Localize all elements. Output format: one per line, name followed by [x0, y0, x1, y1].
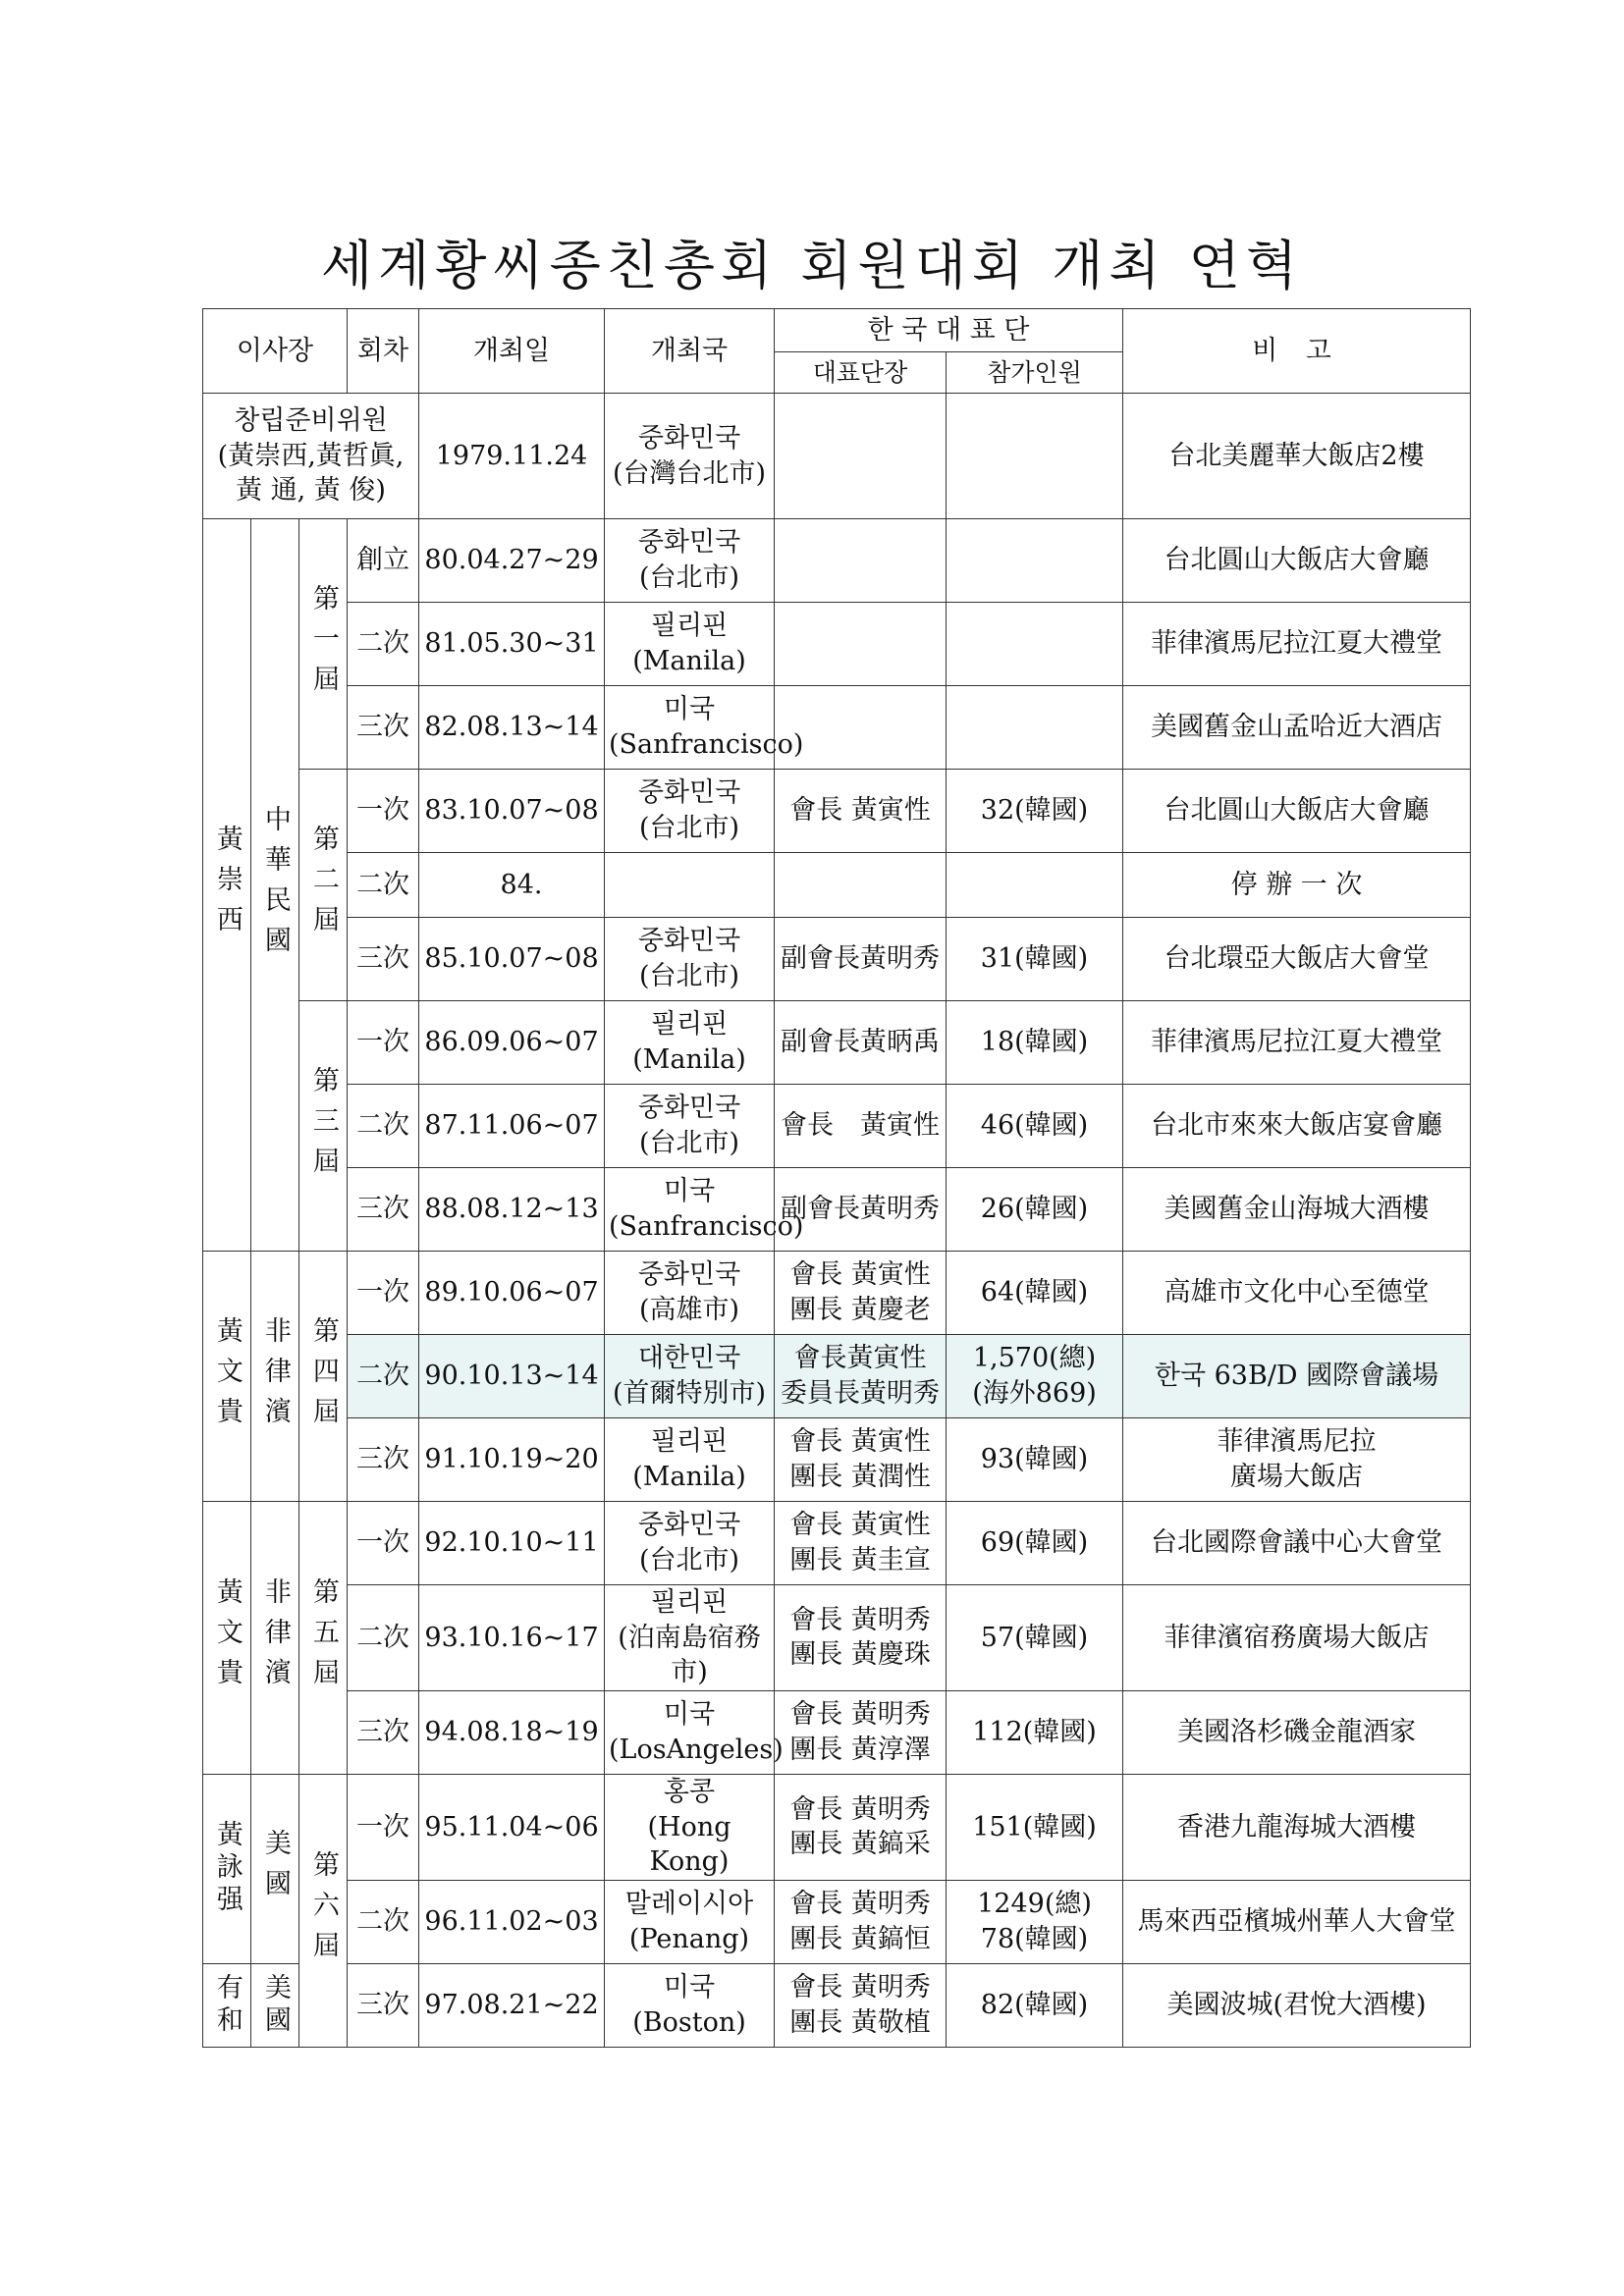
host-cell: 말레이시아 (Penang): [605, 1880, 775, 1963]
remarks-cell: 美國波城(君悅大酒樓): [1123, 1963, 1471, 2047]
date-cell: 91.10.19~20: [419, 1418, 605, 1502]
session-cell: 二次: [348, 853, 419, 918]
remarks-cell: 한국 63B/D 國際會議場: [1123, 1335, 1471, 1418]
table-row: [203, 603, 1471, 686]
term-cell: 第四屆: [299, 1252, 348, 1502]
participants-cell: [947, 519, 1123, 603]
prep-date: 1979.11.24: [419, 394, 605, 519]
delegation-head-cell: 會長黃寅性 委員長黃明秀: [775, 1335, 947, 1418]
table-row: [203, 1418, 1471, 1502]
session-cell: 一次: [348, 1252, 419, 1335]
host-cell: 중화민국 (台北市): [605, 519, 775, 603]
session-cell: 三次: [348, 686, 419, 770]
delegation-head-cell: [775, 603, 947, 686]
participants-cell: 93(韓國): [947, 1418, 1123, 1502]
table-row: [203, 1168, 1471, 1252]
header-korea-delegation: 한 국 대 표 단: [775, 309, 1123, 352]
session-cell: 二次: [348, 1585, 419, 1691]
host-cell: [605, 853, 775, 918]
session-cell: 一次: [348, 1774, 419, 1880]
host-cell: 홍콩 (Hong Kong): [605, 1774, 775, 1880]
participants-cell: 151(韓國): [947, 1774, 1123, 1880]
header-host: 개최국: [605, 309, 775, 394]
header-delegation-head: 대표단장: [775, 352, 947, 394]
table-row: [203, 519, 1471, 603]
delegation-head-cell: 會長 黃寅性: [775, 1085, 947, 1168]
date-cell: 81.05.30~31: [419, 603, 605, 686]
header-participants: 참가인원: [947, 352, 1123, 394]
history-table: [202, 308, 1471, 2048]
date-cell: 80.04.27~29: [419, 519, 605, 603]
table-row: [203, 1585, 1471, 1691]
host-cell: 중화민국 (台北市): [605, 1085, 775, 1168]
president-cell: 黃詠强: [203, 1774, 251, 1963]
date-cell: 95.11.04~06: [419, 1774, 605, 1880]
date-cell: 85.10.07~08: [419, 918, 605, 1001]
table-row: [203, 1085, 1471, 1168]
date-cell: 90.10.13~14: [419, 1335, 605, 1418]
host-cell: 미국 (Boston): [605, 1963, 775, 2047]
delegation-head-cell: 會長 黃明秀 團長 黃鎬恒: [775, 1880, 947, 1963]
remarks-cell: 台北市來來大飯店宴會廳: [1123, 1085, 1471, 1168]
date-cell: 83.10.07~08: [419, 770, 605, 853]
host-cell: 중화민국 (台北市): [605, 918, 775, 1001]
table-row: [203, 1690, 1471, 1774]
remarks-cell: 菲律濱宿務廣場大飯店: [1123, 1585, 1471, 1691]
delegation-head-cell: 會長 黃寅性: [775, 770, 947, 853]
delegation-head-cell: 會長 黃明秀 團長 黃敬植: [775, 1963, 947, 2047]
table-row: [203, 1001, 1471, 1085]
prep-participants: [947, 394, 1123, 519]
country-cell: 美國: [251, 1774, 299, 1963]
president-cell: 黃崇西: [203, 519, 251, 1252]
participants-cell: 82(韓國): [947, 1963, 1123, 2047]
host-cell: 미국 (Sanfrancisco): [605, 1168, 775, 1252]
participants-cell: 57(韓國): [947, 1585, 1123, 1691]
header-president: 이사장: [203, 309, 348, 394]
session-cell: 一次: [348, 1502, 419, 1585]
remarks-cell: 馬來西亞檳城州華人大會堂: [1123, 1880, 1471, 1963]
participants-cell: 18(韓國): [947, 1001, 1123, 1085]
remarks-cell: 香港九龍海城大酒樓: [1123, 1774, 1471, 1880]
prep-host: 중화민국 (台灣台北市): [605, 394, 775, 519]
country-cell: 美國: [251, 1963, 299, 2047]
date-cell: 86.09.06~07: [419, 1001, 605, 1085]
host-cell: 미국 (Sanfrancisco): [605, 686, 775, 770]
session-cell: 三次: [348, 918, 419, 1001]
delegation-head-cell: 會長 黃寅性 團長 黃慶老: [775, 1252, 947, 1335]
date-cell: 89.10.06~07: [419, 1252, 605, 1335]
participants-cell: [947, 853, 1123, 918]
country-cell: 中華民國: [251, 519, 299, 1252]
participants-cell: 32(韓國): [947, 770, 1123, 853]
participants-cell: 31(韓國): [947, 918, 1123, 1001]
participants-cell: 64(韓國): [947, 1252, 1123, 1335]
table-row: [203, 853, 1471, 918]
table-row: [203, 918, 1471, 1001]
president-cell: 黃文貴: [203, 1252, 251, 1502]
delegation-head-cell: 副會長黃明秀: [775, 918, 947, 1001]
date-cell: 92.10.10~11: [419, 1502, 605, 1585]
term-cell: 第三屆: [299, 1001, 348, 1252]
delegation-head-cell: 副會長黃昞禹: [775, 1001, 947, 1085]
header-date: 개최일: [419, 309, 605, 394]
participants-cell: [947, 686, 1123, 770]
remarks-cell: 美國洛杉磯金龍酒家: [1123, 1690, 1471, 1774]
table-row-prep: [203, 394, 1471, 519]
session-cell: 三次: [348, 1963, 419, 2047]
remarks-cell: 台北圓山大飯店大會廳: [1123, 770, 1471, 853]
participants-cell: 1249(總) 78(韓國): [947, 1880, 1123, 1963]
page-title: 세계황씨종친총회 회원대회 개최 연혁: [320, 235, 1304, 296]
delegation-head-cell: 會長 黃寅性 團長 黃潤性: [775, 1418, 947, 1502]
session-cell: 三次: [348, 1690, 419, 1774]
remarks-cell: 菲律濱馬尼拉江夏大禮堂: [1123, 1001, 1471, 1085]
remarks-cell: 高雄市文化中心至德堂: [1123, 1252, 1471, 1335]
delegation-head-cell: 會長 黃寅性 團長 黃圭宣: [775, 1502, 947, 1585]
remarks-cell: 美國舊金山海城大酒樓: [1123, 1168, 1471, 1252]
host-cell: 필리핀 (泊南島宿務市): [605, 1585, 775, 1691]
delegation-head-cell: 會長 黃明秀 團長 黃鎬采: [775, 1774, 947, 1880]
delegation-head-cell: [775, 853, 947, 918]
table-row: [203, 686, 1471, 770]
date-cell: 97.08.21~22: [419, 1963, 605, 2047]
date-cell: 82.08.13~14: [419, 686, 605, 770]
date-cell: 96.11.02~03: [419, 1880, 605, 1963]
delegation-head-cell: [775, 519, 947, 603]
remarks-cell: 菲律濱馬尼拉江夏大禮堂: [1123, 603, 1471, 686]
table-row: [203, 1252, 1471, 1335]
table-row: [203, 1774, 1471, 1880]
remarks-cell: 台北環亞大飯店大會堂: [1123, 918, 1471, 1001]
session-cell: 二次: [348, 603, 419, 686]
participants-cell: 1,570(總) (海外869): [947, 1335, 1123, 1418]
host-cell: 중화민국 (台北市): [605, 1502, 775, 1585]
header-remarks: 비 고: [1123, 309, 1471, 394]
session-cell: 三次: [348, 1418, 419, 1502]
remarks-cell: 台北國際會議中心大會堂: [1123, 1502, 1471, 1585]
host-cell: 중화민국 (高雄市): [605, 1252, 775, 1335]
delegation-head-cell: 會長 黃明秀 團長 黃淳澤: [775, 1690, 947, 1774]
table-row: [203, 770, 1471, 853]
delegation-head-cell: 會長 黃明秀 團長 黃慶珠: [775, 1585, 947, 1691]
date-cell: 87.11.06~07: [419, 1085, 605, 1168]
table-row: [203, 1502, 1471, 1585]
header-session: 회차: [348, 309, 419, 394]
remarks-cell: 停 辦 一 次: [1123, 853, 1471, 918]
table-row-highlighted: [203, 1335, 1471, 1418]
participants-cell: 69(韓國): [947, 1502, 1123, 1585]
table-row: [203, 1880, 1471, 1963]
host-cell: 필리핀 (Manila): [605, 603, 775, 686]
participants-cell: 26(韓國): [947, 1168, 1123, 1252]
session-cell: 二次: [348, 1880, 419, 1963]
participants-cell: [947, 603, 1123, 686]
session-cell: 三次: [348, 1168, 419, 1252]
session-cell: 一次: [348, 1001, 419, 1085]
remarks-cell: 菲律濱馬尼拉 廣場大飯店: [1123, 1418, 1471, 1502]
session-cell: 二次: [348, 1335, 419, 1418]
prep-delegation-head: [775, 394, 947, 519]
participants-cell: 46(韓國): [947, 1085, 1123, 1168]
date-cell: 93.10.16~17: [419, 1585, 605, 1691]
host-cell: 필리핀 (Manila): [605, 1001, 775, 1085]
country-cell: 非律濱: [251, 1502, 299, 1775]
date-cell: 94.08.18~19: [419, 1690, 605, 1774]
host-cell: 중화민국 (台北市): [605, 770, 775, 853]
table-row: [203, 1963, 1471, 2047]
session-cell: 一次: [348, 770, 419, 853]
term-cell: 第六屆: [299, 1774, 348, 2047]
session-cell: 創立: [348, 519, 419, 603]
delegation-head-cell: 副會長黃明秀: [775, 1168, 947, 1252]
prep-remarks: 台北美麗華大飯店2樓: [1123, 394, 1471, 519]
host-cell: 필리핀 (Manila): [605, 1418, 775, 1502]
president-cell: 有和: [203, 1963, 251, 2047]
term-cell: 第一屆: [299, 519, 348, 770]
host-cell: 미국 (LosAngeles): [605, 1690, 775, 1774]
term-cell: 第二屆: [299, 770, 348, 1001]
remarks-cell: 美國舊金山孟哈近大酒店: [1123, 686, 1471, 770]
remarks-cell: 台北圓山大飯店大會廳: [1123, 519, 1471, 603]
date-cell: 88.08.12~13: [419, 1168, 605, 1252]
term-cell: 第五屆: [299, 1502, 348, 1775]
date-cell: 84.: [419, 853, 605, 918]
host-cell: 대한민국 (首爾特別市): [605, 1335, 775, 1418]
session-cell: 二次: [348, 1085, 419, 1168]
country-cell: 非律濱: [251, 1252, 299, 1502]
participants-cell: 112(韓國): [947, 1690, 1123, 1774]
president-cell: 黃文貴: [203, 1502, 251, 1775]
prep-president: 창립준비위원 (黃崇西,黃哲眞, 黃 通, 黃 俊): [203, 394, 419, 519]
